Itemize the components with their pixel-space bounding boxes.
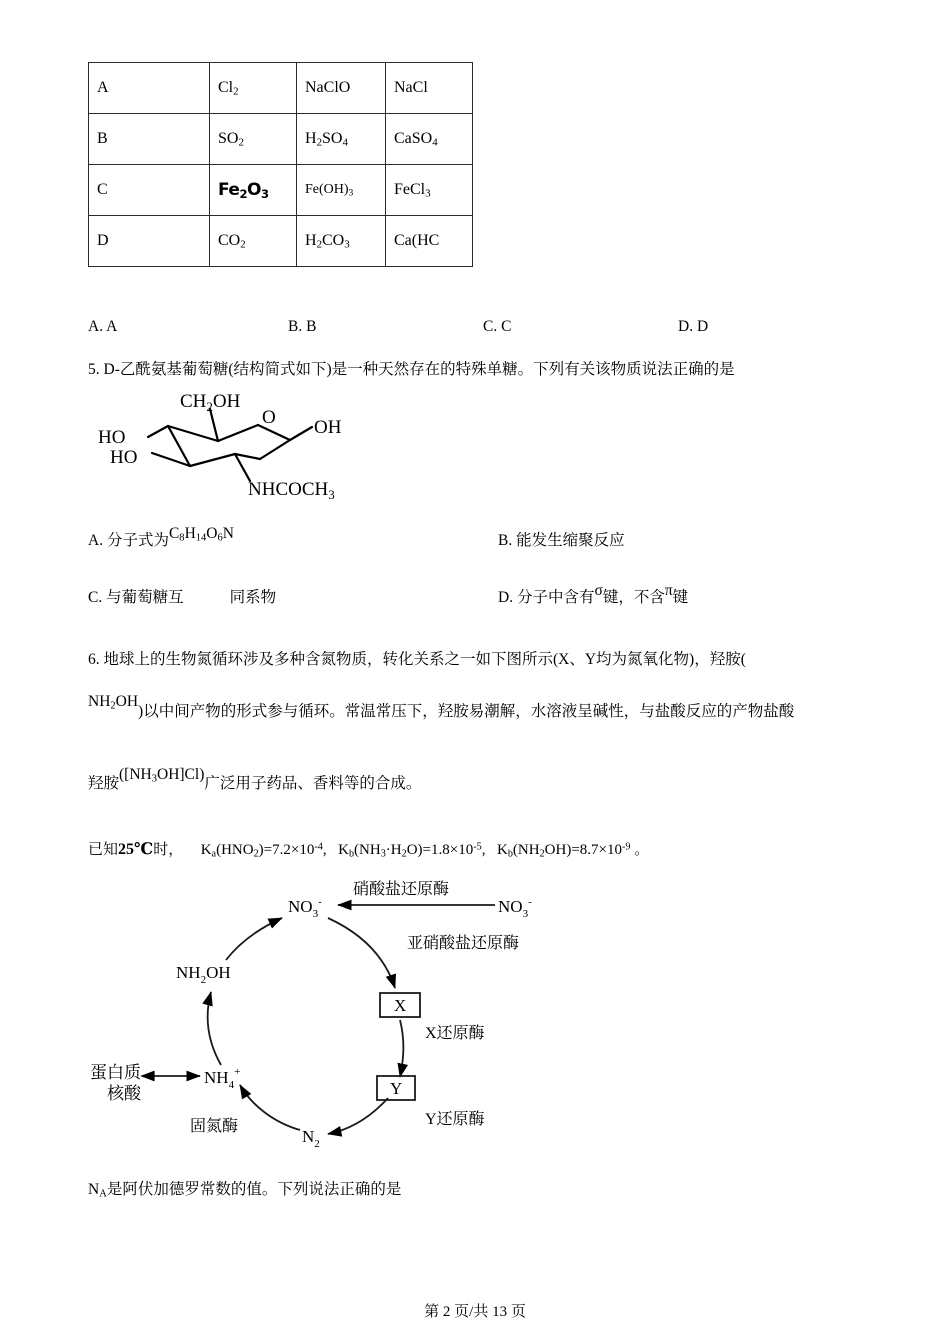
cycle-node-x-box bbox=[380, 993, 420, 1017]
cycle-enzyme-y-reductase: Y还原酶 bbox=[425, 1111, 485, 1128]
table-cell-substance: CaSO$_4$ bbox=[386, 114, 473, 165]
table-cell-substance: NaCl bbox=[386, 63, 473, 114]
option-d-text-2: 键，不含 bbox=[602, 589, 665, 606]
question6-line3 bbox=[88, 766, 918, 797]
molecule-structure-glucosamine bbox=[90, 383, 420, 503]
table-cell-substance: $Fe_2O_3$ bbox=[210, 165, 297, 216]
constant-kb-nh2oh: $K_b(NH_2OH)=8.7\times 10^{-9}$ bbox=[496, 841, 631, 860]
question5-options-row-1 bbox=[88, 525, 888, 551]
molecule-label-nhcoch3: $NHCOCH_3$ bbox=[248, 479, 335, 502]
question5-option-d[interactable] bbox=[498, 582, 888, 607]
cycle-label-protein-line1: 蛋白质 bbox=[90, 1063, 141, 1082]
option-a-formula: $C_8H_{14}O_6N$ bbox=[168, 525, 234, 544]
question6-line3-prefix: 羟胺 bbox=[88, 775, 120, 792]
question6-line3-text: 广泛用子药品、香料等的合成。 bbox=[204, 775, 422, 792]
option-d-text-3: 键 bbox=[672, 589, 689, 606]
question6-constants-line: 已知25℃时， $K_a(HNO_2)=7.2\times 10^{-4}$, $K_b(NH_3\cdot H_2O)=1.8\times 10^{-5}$, $K_b(NH_2OH)=8.7\times 10^{-9}$ 。 bbox=[88, 841, 650, 860]
cycle-node-y: Y bbox=[390, 1079, 403, 1098]
table-cell-label: D bbox=[89, 216, 210, 267]
table-row bbox=[89, 216, 473, 267]
table-cell-label: A bbox=[89, 63, 210, 114]
closing-text: 是阿伏加德罗常数的值。下列说法正确的是 bbox=[106, 1181, 402, 1198]
nitrogen-cycle-diagram bbox=[80, 880, 600, 1170]
constant-ka-hno2: $K_a(HNO_2)=7.2\times 10^{-4}$ bbox=[200, 841, 323, 860]
molecule-label-o: O bbox=[262, 407, 276, 428]
molecule-label-ho-lower: HO bbox=[110, 447, 138, 468]
molecule-label-ho-upper: HO bbox=[98, 427, 126, 448]
option-d-text-1: D. 分子中含有 bbox=[498, 589, 595, 606]
question6-formula-nh3ohcl: $([NH_3OH]Cl)$ bbox=[119, 766, 205, 785]
cycle-node-n2: $N_2$ bbox=[302, 1127, 320, 1150]
question6-closing bbox=[88, 1178, 908, 1203]
cycle-node-x: X bbox=[394, 996, 407, 1015]
closing-na-subscript: A bbox=[99, 1188, 107, 1200]
table-row bbox=[89, 114, 473, 165]
table-cell-label: C bbox=[89, 165, 210, 216]
cycle-label-protein-line2: 核酸 bbox=[107, 1084, 141, 1103]
constant-kb-nh3h2o: $K_b(NH_3\cdot H_2O)=1.8\times 10^{-5}$ bbox=[338, 841, 482, 860]
table-cell-substance-clipped: Ca(HC bbox=[386, 216, 473, 267]
page-footer: 第 2 页/共 13 页 bbox=[424, 1304, 526, 1320]
answer-option-b[interactable]: B. B bbox=[288, 318, 317, 335]
closing-na-symbol: N bbox=[88, 1181, 100, 1198]
table-cell-substance: FeCl$_3$ bbox=[386, 165, 473, 216]
molecule-label-oh: OH bbox=[314, 417, 342, 438]
answer-option-d[interactable]: D. D bbox=[678, 318, 709, 335]
constants-temperature: 25℃ bbox=[118, 841, 154, 858]
answer-option-c[interactable]: C. C bbox=[483, 318, 512, 335]
cycle-node-no3: $NO_3^-$ bbox=[288, 896, 322, 920]
question5-stem: 5. D-乙酰氨基葡萄糖(结构简式如下)是一种天然存在的特殊单糖。下列有关该物质说法正确的是 bbox=[88, 361, 735, 378]
option-d-pi: π bbox=[664, 582, 673, 599]
cycle-node-nh4: $NH_4^+$ bbox=[204, 1066, 241, 1091]
table-cell-label: B bbox=[89, 114, 210, 165]
option-d-sigma: σ bbox=[594, 582, 603, 599]
option-a-text: A. 分子式为 bbox=[88, 532, 169, 549]
options-table bbox=[88, 62, 473, 267]
cycle-node-nh2oh: $NH_2OH$ bbox=[176, 963, 231, 986]
table-cell-substance: $Fe(OH)_3$ bbox=[297, 165, 386, 216]
constants-time-word: 时， bbox=[153, 842, 184, 858]
table-cell-substance: $CO_2$ bbox=[210, 216, 297, 267]
question5-option-a[interactable] bbox=[88, 525, 498, 551]
question6-formula-nh2oh: $NH_2OH$ bbox=[88, 693, 139, 712]
question6-line2 bbox=[88, 693, 918, 725]
question6-line1: 6. 地球上的生物氮循环涉及多种含氮物质，转化关系之一如下图所示(X、Y均为氮氧化物)，羟胺( bbox=[88, 651, 746, 668]
cycle-node-y-box bbox=[377, 1076, 415, 1100]
question6-line2-text: )以中间产物的形式参与循环。常温常压下，羟胺易潮解，水溶液呈碱性，与盐酸反应的产物盐酸 bbox=[138, 703, 795, 720]
option-c-text-1: C. 与葡萄糖互 bbox=[88, 589, 184, 606]
question5-option-c[interactable] bbox=[88, 585, 498, 607]
cycle-enzyme-nitrite-reductase: 亚硝酸盐还原酶 bbox=[407, 935, 520, 952]
cycle-enzyme-nitrogenase: 固氮酶 bbox=[190, 1118, 239, 1135]
table-cell-substance: $H_2SO_4$ bbox=[297, 114, 386, 165]
table-cell-substance: $H_2CO_3$ bbox=[297, 216, 386, 267]
constants-period: 。 bbox=[634, 842, 650, 858]
table-cell-substance: $SO_2$ bbox=[210, 114, 297, 165]
cycle-node-no3-external: $NO_3^-$ bbox=[498, 896, 532, 920]
table-cell-substance: NaClO bbox=[297, 63, 386, 114]
table-cell-substance: $Cl_2$ bbox=[210, 63, 297, 114]
question5-option-b[interactable]: B. 能发生缩聚反应 bbox=[498, 532, 625, 549]
molecule-label-ch2oh: $CH_2OH$ bbox=[180, 391, 241, 414]
option-c-text-2: 同系物 bbox=[229, 589, 277, 606]
question4-answer-row bbox=[88, 318, 878, 336]
constants-known-prefix: 已知 bbox=[88, 842, 119, 858]
cycle-enzyme-nitrate-reductase: 硝酸盐还原酶 bbox=[353, 881, 450, 898]
question5-options-row-2 bbox=[88, 582, 888, 607]
answer-option-a[interactable]: A. A bbox=[88, 318, 118, 335]
table-row bbox=[89, 63, 473, 114]
table-row bbox=[89, 165, 473, 216]
cycle-enzyme-x-reductase: X还原酶 bbox=[425, 1025, 485, 1042]
